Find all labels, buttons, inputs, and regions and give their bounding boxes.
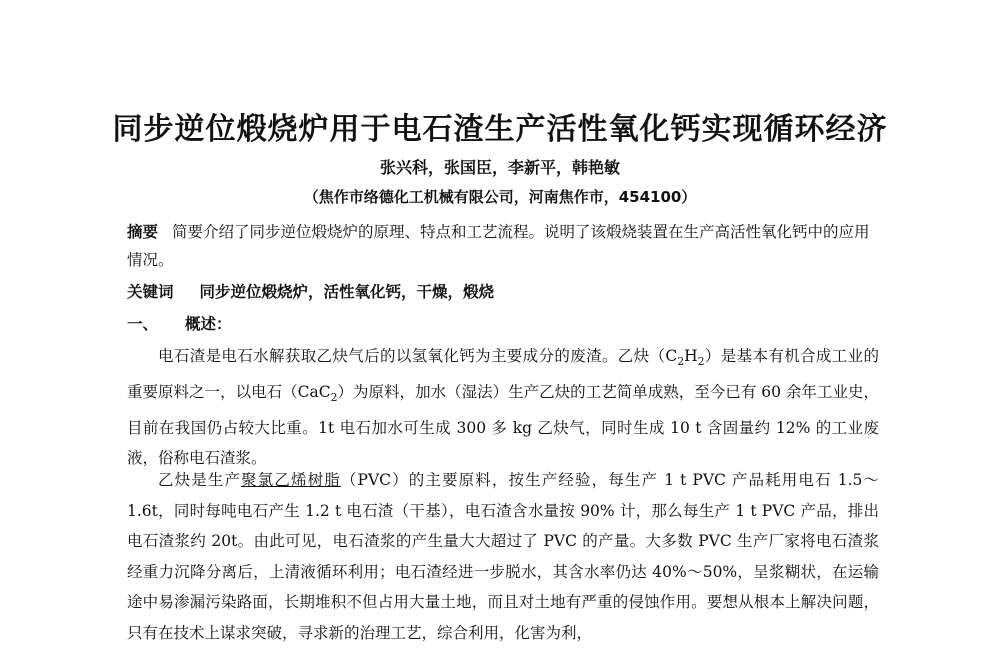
keywords-label: 关键词	[127, 283, 174, 301]
section-heading	[127, 310, 879, 338]
p1-text-c: ）是基本有机合成工业的重要原料之一，以电石（CaC	[127, 347, 879, 402]
abstract-label: 摘要	[127, 223, 159, 241]
author-list: 张兴科，张国臣，李新平，韩艳敏	[379, 158, 620, 177]
p1-text-d: ）为原料，加水（湿法）生产乙炔的工艺简单成熟，至今已有 60 余年工业史，目前在我国仍占较大比重。1t 电石加水可生成 300 多 kg 乙炔气，同时生成 10 t 含固量约 12% 的工业废液，俗称电石渣浆。	[127, 383, 879, 468]
abstract-text: 简要介绍了同步逆位煅烧炉的原理、特点和工艺流程。说明了该煅烧装置在生产高活性氧化钙中的应用情况。	[127, 223, 870, 269]
keywords	[127, 278, 879, 306]
p2-text-b: （PVC）的主要原料，按生产经验，每生产 1 t PVC 产品耗用电石 1.5～1.6t，同时每吨电石产生 1.2 t 电石渣（干基），电石渣含水量按 90% 计，那么每生产 1 t PVC 产品，排出电石渣浆约 20t。由此可见，电石渣浆的产生量大大超过了 PVC 的产量。大多数 PVC 生产厂家将电石渣浆经重力沉降分离后，上清液循环利用；电石渣经进一步脱水，其含水率仍达 40%～50%，呈浆糊状，在运输途中易渗漏污染路面，长期堆积不但占用大量土地，而且对土地有严重的侵蚀作用。要想从根本上解决问题，只有在技术上谋求突破，寻求新的治理工艺，综合利用，化害为利，	[127, 471, 879, 642]
body-paragraph-1	[127, 341, 879, 473]
p1-sub-3: 2	[330, 391, 338, 405]
abstract	[127, 218, 879, 274]
p1-sub-1: 2	[677, 355, 685, 369]
paper-title: 同步逆位煅烧炉用于电石渣生产活性氧化钙实现循环经济	[112, 112, 888, 147]
section-number: 一、	[127, 315, 159, 333]
pvc-link[interactable]: 聚氯乙烯树脂	[241, 471, 341, 489]
p1-sub-2: 2	[697, 355, 705, 369]
p2-text-a: 乙炔是生产	[158, 471, 242, 489]
keywords-text: 同步逆位煅烧炉，活性氧化钙，干燥，煅烧	[199, 283, 495, 301]
affiliation: （焦作市络德化工机械有限公司，河南焦作市，454100）	[303, 188, 697, 206]
section-title: 概述：	[185, 315, 232, 333]
p1-text-a: 电石渣是电石水解获取乙炔气后的以氢氧化钙为主要成分的废渣。乙炔（C	[158, 347, 678, 365]
body-paragraph-2	[127, 465, 879, 648]
p1-text-b: H	[684, 347, 698, 365]
